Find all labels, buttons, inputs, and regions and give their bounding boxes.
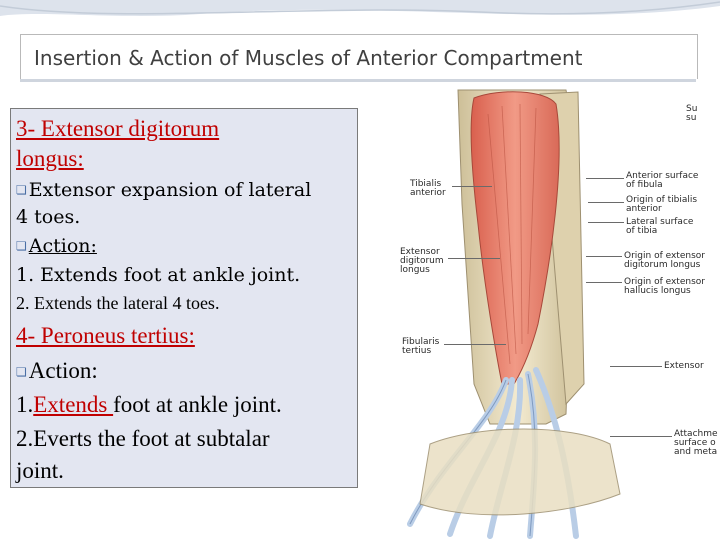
title-underline <box>20 79 696 82</box>
action-label-1-text: Action: <box>28 235 97 257</box>
leader-line <box>586 282 622 283</box>
leader-line <box>452 186 492 187</box>
label-extensor: Extensor <box>664 361 704 371</box>
leader-line <box>448 258 500 259</box>
leader-line <box>588 222 624 223</box>
label-origin-extensor-hallucis: Origin of extensor hallucis longus <box>624 277 705 296</box>
leader-line <box>610 366 662 367</box>
list2-item2-cont: joint. <box>16 458 64 483</box>
bullet-insertion-cont: 4 toes. <box>16 206 81 228</box>
label-origin-tibialis: Origin of tibialis anterior <box>626 195 698 214</box>
bullet-insertion <box>16 179 311 201</box>
bullet-insertion-text: Extensor expansion of lateral <box>28 179 312 201</box>
label-tibialis-anterior: Tibialis anterior <box>410 179 446 198</box>
leader-line <box>588 202 624 203</box>
list2-item1-highlight: Extends <box>33 392 114 417</box>
action-label-2-text: Action: <box>28 358 98 383</box>
leader-line <box>610 436 672 437</box>
leader-line <box>444 344 506 345</box>
heading-extensor-digitorum-cont: longus: <box>16 146 84 171</box>
list2-item2: 2.Everts the foot at subtalar <box>16 426 270 451</box>
label-extensor-digitorum-longus: Extensor digitorum longus <box>400 247 444 275</box>
top-banner-decoration <box>0 0 720 28</box>
slide-title: Insertion & Action of Muscles of Anterior Compartment <box>34 46 583 70</box>
label-attachment-surface: Attachme surface o and meta <box>674 429 718 457</box>
action-label-2 <box>16 358 98 384</box>
anatomy-illustration <box>370 84 720 540</box>
heading-peroneus-tertius: 4- Peroneus tertius: <box>16 323 195 348</box>
list2-item1 <box>16 392 282 418</box>
bullet-icon: ❏ <box>16 239 27 253</box>
list2-item1-rest: foot at ankle joint. <box>113 392 282 417</box>
label-anterior-surface-fibula: Anterior surface of fibula <box>626 171 699 190</box>
bullet-icon: ❏ <box>16 183 27 197</box>
list1-item1: 1. Extends foot at ankle joint. <box>16 264 301 286</box>
label-peroneus-tertius: Fibularis tertius <box>402 337 440 356</box>
label-lateral-surface-tibia: Lateral surface of tibia <box>626 217 694 236</box>
label-top-right: Su su <box>686 104 698 123</box>
bullet-icon: ❏ <box>16 365 27 379</box>
leader-line <box>586 256 622 257</box>
list1-item2: 2. Extends the lateral 4 toes. <box>16 293 220 313</box>
action-label-1 <box>16 235 97 257</box>
label-origin-extensor-digitorum: Origin of extensor digitorum longus <box>624 251 705 270</box>
list2-item1-num: 1. <box>16 392 34 417</box>
heading-extensor-digitorum: 3- Extensor digitorum <box>16 116 220 141</box>
leader-line <box>586 178 624 179</box>
